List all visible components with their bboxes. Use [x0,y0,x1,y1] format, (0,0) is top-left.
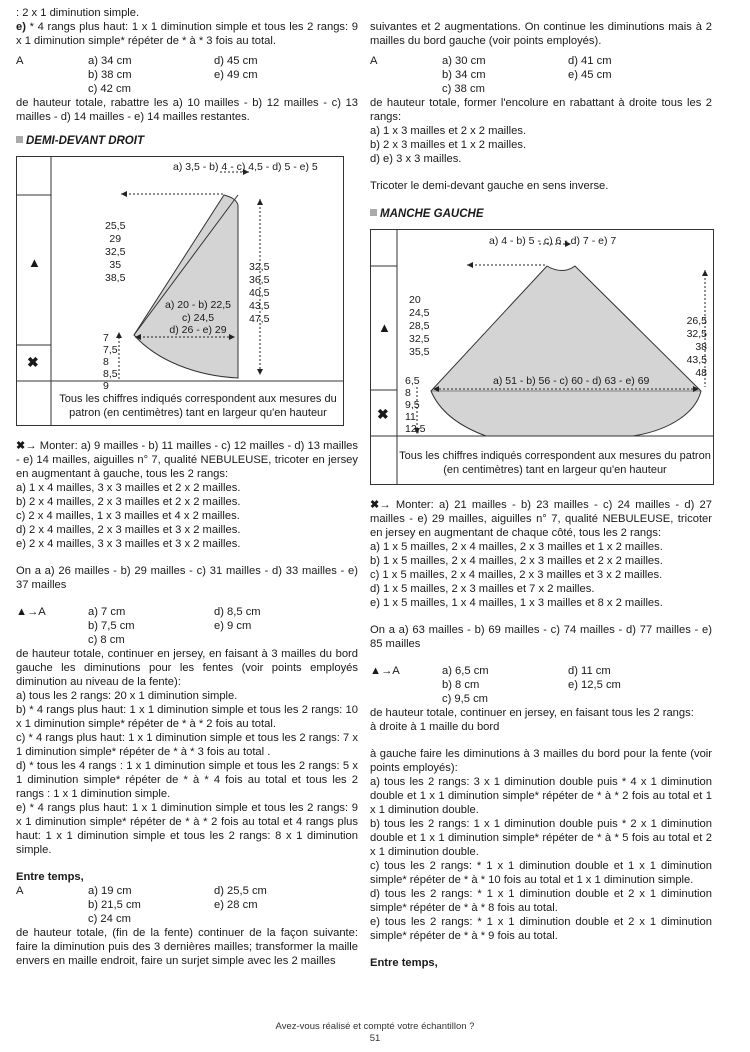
list-item: e) 2 x 4 mailles, 3 x 3 mailles et 3 x 2 mailles. [16,538,241,550]
list-item: c) 2 x 4 mailles, 1 x 3 mailles et 4 x 2 mailles. [16,510,240,522]
text-paragraph: de hauteur totale, former l'encolure en rabattant à droite tous les 2 rangs: [370,97,712,123]
left-column [16,6,358,968]
dim-width: a) 51 - b) 56 - c) 60 - d) 63 - e) 69 [493,375,650,387]
list-item: b) 1 x 5 mailles, 2 x 4 mailles, 2 x 3 mailles et 2 x 2 mailles. [370,555,663,567]
size-grid: ▲→A a) 6,5 cm b) 8 cm c) 9,5 cm d) 11 cm e) 12,5 cm [370,665,621,705]
size-grid: A a) 30 cm b) 34 cm c) 38 cm d) 41 cm e) 45 cm [370,55,612,95]
footer [0,1021,750,1045]
list-item: b) 2 x 4 mailles, 2 x 3 mailles et 2 x 2 mailles. [16,496,241,508]
list-item: d) tous les 2 rangs: * 1 x 1 diminution double et 2 x 1 diminution simple* répéter de * à * 8 fois au total. [370,888,712,914]
list-item: e) tous les 2 rangs: * 1 x 1 diminution double et 2 x 1 diminution simple* répéter de * à * 9 fois au total. [370,916,712,942]
list-item: d) 2 x 4 mailles, 2 x 3 mailles et 3 x 2 mailles. [16,524,241,536]
pattern-diagram-front [16,156,344,426]
size-grid: A a) 19 cm b) 21,5 cm c) 24 cm d) 25,5 cm e) 28 cm [16,885,267,925]
section-title: DEMI-DEVANT DROIT [16,134,358,148]
text-paragraph: e) * 4 rangs plus haut: 1 x 1 diminution simple et tous les 2 rangs: 9 x 1 diminution simple* répéter de * à * 3 fois au total. [16,21,358,47]
list-item: d) * tous les 4 rangs : 1 x 1 diminution simple et tous les 2 rangs: 5 x 1 diminution simple* répéter de * à * 4 fois au total et tous les 2 rangs : 1 x 1 diminution simple. [16,760,358,800]
text-paragraph: de hauteur totale, (fin de la fente) continuer de la façon suivante: faire la diminution puis des 3 dernières mailles; transformer la maille envers en maille endroit, faire un surjet simple avec les 2 mailles [16,927,358,967]
size-grid: A a) 34 cm b) 38 cm c) 42 cm d) 45 cm e) 49 cm [16,55,258,95]
text-paragraph: à gauche faire les diminutions à 3 mailles du bord pour la fente (voir points employés): [370,748,712,774]
pattern-diagram-sleeve [370,229,714,485]
text-line: : 2 x 1 diminution simple. [16,7,140,19]
list-item: c) * 4 rangs plus haut: 1 x 1 diminution simple et tous les 2 rangs: 7 x 1 diminution simple* répéter de * à * 3 fois au total . [16,732,358,758]
subheading: Entre temps, [16,871,84,883]
dim-top: a) 4 - b) 5 - c) 6 - d) 7 - e) 7 [489,235,617,247]
dim-top: a) 3,5 - b) 4 - c) 4,5 - d) 5 - e) 5 [173,161,318,173]
diagram-note: Tous les chiffres indiqués correspondent aux mesures du patron (en centimètres) tant en largeur qu'en hauteur [59,393,337,419]
text-paragraph: suivantes et 2 augmentations. On continue les diminutions mais à 2 mailles du bord gauche (voir points employés). [370,21,712,47]
dim-left-heights: 20 24,5 28,5 32,5 35,5 [409,294,430,358]
text-paragraph: On a a) 63 mailles - b) 69 mailles - c) 74 mailles - d) 77 mailles - e) 85 mailles [370,624,712,650]
text-paragraph: Tricoter le demi-devant gauche en sens inverse. [370,180,609,192]
cross-arrow-icon: ✖→ [370,499,396,511]
triangle-marker-icon: ▲ [28,255,41,270]
list-item: b) * 4 rangs plus haut: 1 x 1 diminution simple et tous les 2 rangs: 10 x 1 diminution simple* répéter de * à * 2 fois au total. [16,704,358,730]
cross-marker-icon: ✖ [27,354,39,370]
list-item: c) tous les 2 rangs: * 1 x 1 diminution double et 1 x 1 diminution simple* répéter de * à * 10 fois au total et 1 x 1 diminution simple. [370,860,712,886]
diagram-note: Tous les chiffres indiqués correspondent aux mesures du patron (en centimètres) tant en largeur qu'en hauteur [399,450,711,476]
dim-right-heights: 32,5 36,5 40,5 43,5 47,5 [249,261,270,325]
cross-arrow-icon: ✖→ [16,440,40,452]
list-item: d) e) 3 x 3 mailles. [370,153,462,165]
list-item: b) tous les 2 rangs: 1 x 1 diminution double puis * 2 x 1 diminution double et 1 x 1 diminution simple* répéter de * à * 5 fois au total et 2 x 1 diminution double. [370,818,712,858]
list-item: d) 1 x 5 mailles, 2 x 3 mailles et 7 x 2 mailles. [370,583,595,595]
bullet-square-icon [370,209,377,216]
list-item: a) 1 x 5 mailles, 2 x 4 mailles, 2 x 3 mailles et 1 x 2 mailles. [370,541,663,553]
subheading: Entre temps, [370,957,438,969]
text-paragraph: ✖→ Monter: a) 9 mailles - b) 11 mailles - c) 12 mailles - d) 13 mailles - e) 14 mailles, aiguilles n° 7, qualité NEBULEUSE, tricoter en jersey en augmentant à gauche, tous les 2 rangs: [16,440,358,480]
text-paragraph: de hauteur totale, rabattre les a) 10 mailles - b) 12 mailles - c) 13 mailles - d) 14 mailles - e) 14 mailles restantes. [16,97,358,123]
list-item: c) 1 x 5 mailles, 2 x 4 mailles, 2 x 3 mailles et 3 x 2 mailles. [370,569,663,581]
list-item: a) tous les 2 rangs: 20 x 1 diminution simple. [16,690,238,702]
list-item: e) 1 x 5 mailles, 1 x 4 mailles, 1 x 3 mailles et 8 x 2 mailles. [370,597,663,609]
pattern-shape [17,157,343,425]
dim-right-heights: 26,5 32,5 38 43,5 48 [686,315,707,379]
text-paragraph: de hauteur totale, continuer en jersey, en faisant à 3 mailles du bord gauche les diminutions pour les fentes (voir points employés diminution au niveau de la fente): [16,648,358,688]
right-column [370,20,712,970]
dim-slit: 7 7,5 8 8,5 9 [103,332,118,392]
list-item: a) 1 x 3 mailles et 2 x 2 mailles. [370,125,527,137]
text-paragraph: ✖→ Monter: a) 21 mailles - b) 23 mailles - c) 24 mailles - d) 27 mailles - e) 29 mailles, aiguilles n° 7, qualité NEBULEUSE, tricoter en jersey en augmentant de chaque côté, tous les 2 rangs: [370,499,712,539]
list-item: b) 2 x 3 mailles et 1 x 2 mailles. [370,139,527,151]
dim-left-heights: 25,5 29 32,5 35 38,5 [105,220,126,284]
triangle-marker-icon: ▲ [378,320,391,335]
size-grid: ▲→A a) 7 cm b) 7,5 cm c) 8 cm d) 8,5 cm e) 9 cm [16,606,261,646]
text-paragraph: de hauteur totale, continuer en jersey, en faisant tous les 2 rangs: [370,707,694,719]
list-item: a) tous les 2 rangs: 3 x 1 diminution double puis * 4 x 1 diminution double et 1 x 1 diminution simple* répéter de * à * 2 fois au total et 1 x 1 diminution double. [370,776,712,816]
dim-width: a) 20 - b) 22,5 c) 24,5 d) 26 - e) 29 [165,299,231,336]
text-paragraph: On a a) 26 mailles - b) 29 mailles - c) 31 mailles - d) 33 mailles - e) 37 mailles [16,565,358,591]
footer-question: Avez-vous réalisé et compté votre échantillon ? [275,1021,475,1032]
cross-marker-icon: ✖ [377,406,389,422]
section-title: MANCHE GAUCHE [370,207,712,221]
dim-slit: 6,5 8 9,5 11 12,5 [405,375,426,435]
text-paragraph: à droite à 1 maille du bord [370,721,500,733]
list-item: e) * 4 rangs plus haut: 1 x 1 diminution simple et tous les 2 rangs: 9 x 1 diminution simple* répéter de * à * 2 fois au total et 4 rangs plus haut: 1 x 1 diminution simple et tous les 2 rangs: 8 x 1 diminution simple. [16,802,358,856]
list-item: a) 1 x 4 mailles, 3 x 3 mailles et 2 x 2 mailles. [16,482,241,494]
page-number: 51 [369,1033,381,1044]
bullet-square-icon [16,136,23,143]
